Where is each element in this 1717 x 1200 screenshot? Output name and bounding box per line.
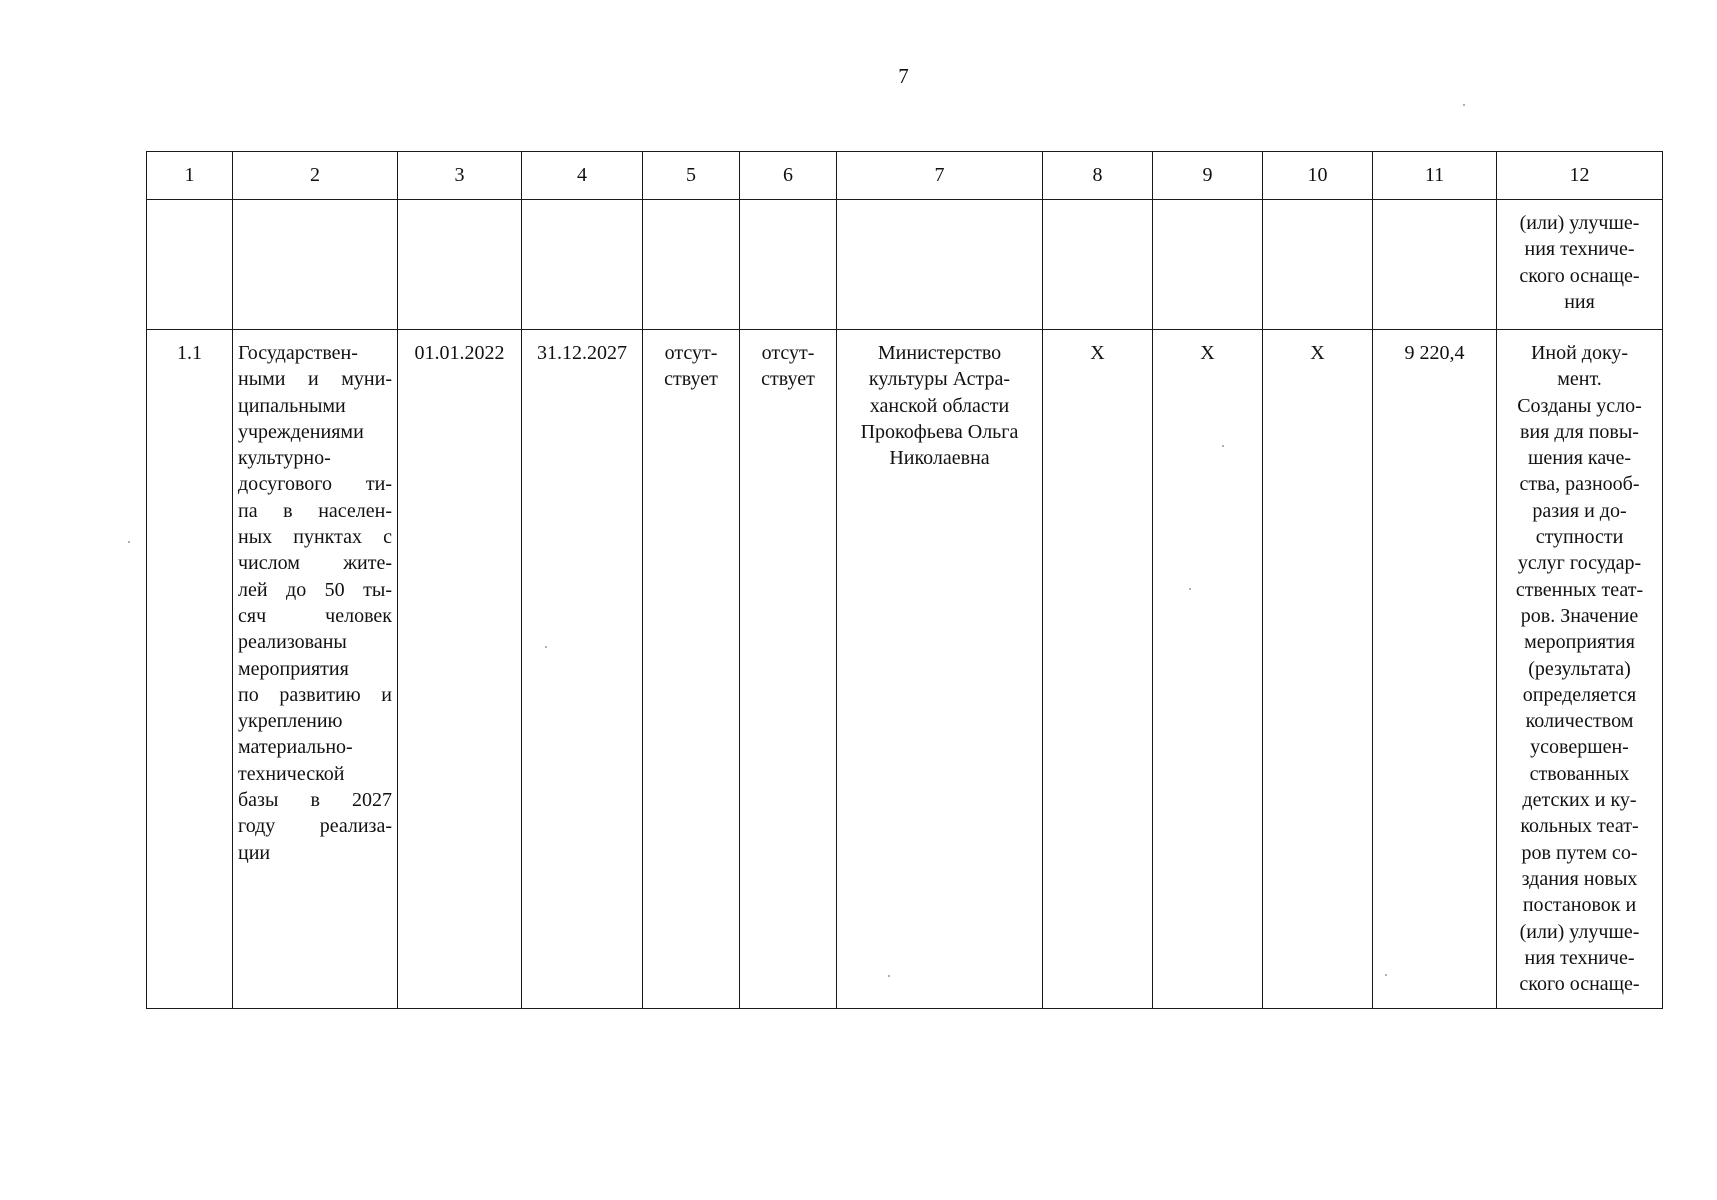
result-cell <box>1497 330 1663 1009</box>
cell-empty <box>1373 200 1497 330</box>
scan-speck <box>888 975 890 977</box>
cell-empty <box>147 200 233 330</box>
cell-empty <box>1263 200 1373 330</box>
event-name-line: реализованы <box>238 631 347 654</box>
amount-cell <box>1373 330 1497 1009</box>
col9-cell <box>1153 330 1263 1009</box>
event-name-line: году реализа- <box>238 815 392 838</box>
event-name-line: культурно- <box>238 447 331 470</box>
start-date: 01.01.2022 <box>414 342 505 364</box>
header-col-12: 12 <box>1497 152 1663 200</box>
table-row <box>147 330 1663 1009</box>
page-number: 7 <box>898 64 909 88</box>
col8-cell <box>1043 330 1153 1009</box>
event-name-cell <box>233 330 398 1009</box>
col10-value: X <box>1310 342 1325 364</box>
header-col-9: 9 <box>1153 152 1263 200</box>
cell-empty <box>740 200 837 330</box>
row-number: 1.1 <box>177 342 202 364</box>
header-col-2: 2 <box>233 152 398 200</box>
col8-value: X <box>1090 342 1105 364</box>
col5-cell <box>643 330 740 1009</box>
amount-value: 9 220,4 <box>1404 342 1465 364</box>
header-col-7: 7 <box>837 152 1043 200</box>
scan-speck <box>1189 588 1191 590</box>
end-date: 31.12.2027 <box>537 342 627 364</box>
start-date-cell <box>398 330 522 1009</box>
scan-speck <box>545 646 547 648</box>
header-col-10: 10 <box>1263 152 1373 200</box>
header-col-5: 5 <box>643 152 740 200</box>
event-name-line: базы в 2027 <box>238 789 392 812</box>
col6-value: отсут- ствует <box>761 342 815 391</box>
cell-empty <box>398 200 522 330</box>
event-name-line: материально- <box>238 736 353 759</box>
header-col-1: 1 <box>147 152 233 200</box>
responsible-executor: Министерство культуры Астра- ханской области Прокофьева Ольга Николаевна <box>860 342 1019 470</box>
cell-empty <box>1153 200 1263 330</box>
header-col-6: 6 <box>740 152 837 200</box>
event-name <box>233 330 397 866</box>
event-name-line: ции <box>238 841 271 864</box>
col6-cell <box>740 330 837 1009</box>
cell-empty <box>522 200 643 330</box>
header-col-3: 3 <box>398 152 522 200</box>
event-name-line: лей до 50 ты- <box>238 578 392 601</box>
scan-speck <box>1222 445 1224 447</box>
continuation-result-cell <box>1497 200 1663 330</box>
responsible-cell <box>837 330 1043 1009</box>
row-number-cell <box>147 330 233 1009</box>
program-table <box>146 151 1663 1009</box>
event-name-line: сяч человек <box>238 604 392 627</box>
header-col-11: 11 <box>1373 152 1497 200</box>
event-name-line: досугового ти- <box>238 473 392 496</box>
event-name-line: ципальными <box>238 394 346 417</box>
event-name-line: мероприятия <box>238 657 349 680</box>
scan-speck <box>1463 104 1465 106</box>
col5-value: отсут- ствует <box>664 342 718 391</box>
header-col-4: 4 <box>522 152 643 200</box>
col10-cell <box>1263 330 1373 1009</box>
event-name-line: па в населен- <box>238 499 392 522</box>
continuation-row <box>147 200 1663 330</box>
header-col-8: 8 <box>1043 152 1153 200</box>
event-name-line: ными и муни- <box>238 368 392 391</box>
event-name-line: технической <box>238 762 345 785</box>
event-name-line: укреплению <box>238 710 343 733</box>
header-row <box>147 152 1663 200</box>
event-name-line: учреждениями <box>238 420 364 443</box>
event-name-line: ных пунктах с <box>238 526 392 549</box>
end-date-cell <box>522 330 643 1009</box>
continuation-result-text: (или) улучше- ния техниче- ского оснаще- ния <box>1519 212 1640 313</box>
scan-speck <box>128 541 130 543</box>
result-text: Иной доку- мент. Созданы усло- вия для повы- шения каче- ства, разнооб- разия и до- ступности услуг государ- ственных теат- ров. Значение мероприятия (результата) определяется количеством усовершен- ствованных детских и ку- кольных теат- ров путем со- здания новых постановок и (или) улучше- ния техниче- ского оснаще- <box>1515 342 1644 996</box>
cell-empty <box>233 200 398 330</box>
event-name-line: числом жите- <box>238 552 392 575</box>
cell-empty <box>643 200 740 330</box>
scan-speck <box>1385 974 1387 976</box>
col9-value: X <box>1200 342 1215 364</box>
event-name-line: по развитию и <box>238 683 392 706</box>
event-name-line: Государствен- <box>238 342 358 364</box>
cell-empty <box>837 200 1043 330</box>
cell-empty <box>1043 200 1153 330</box>
